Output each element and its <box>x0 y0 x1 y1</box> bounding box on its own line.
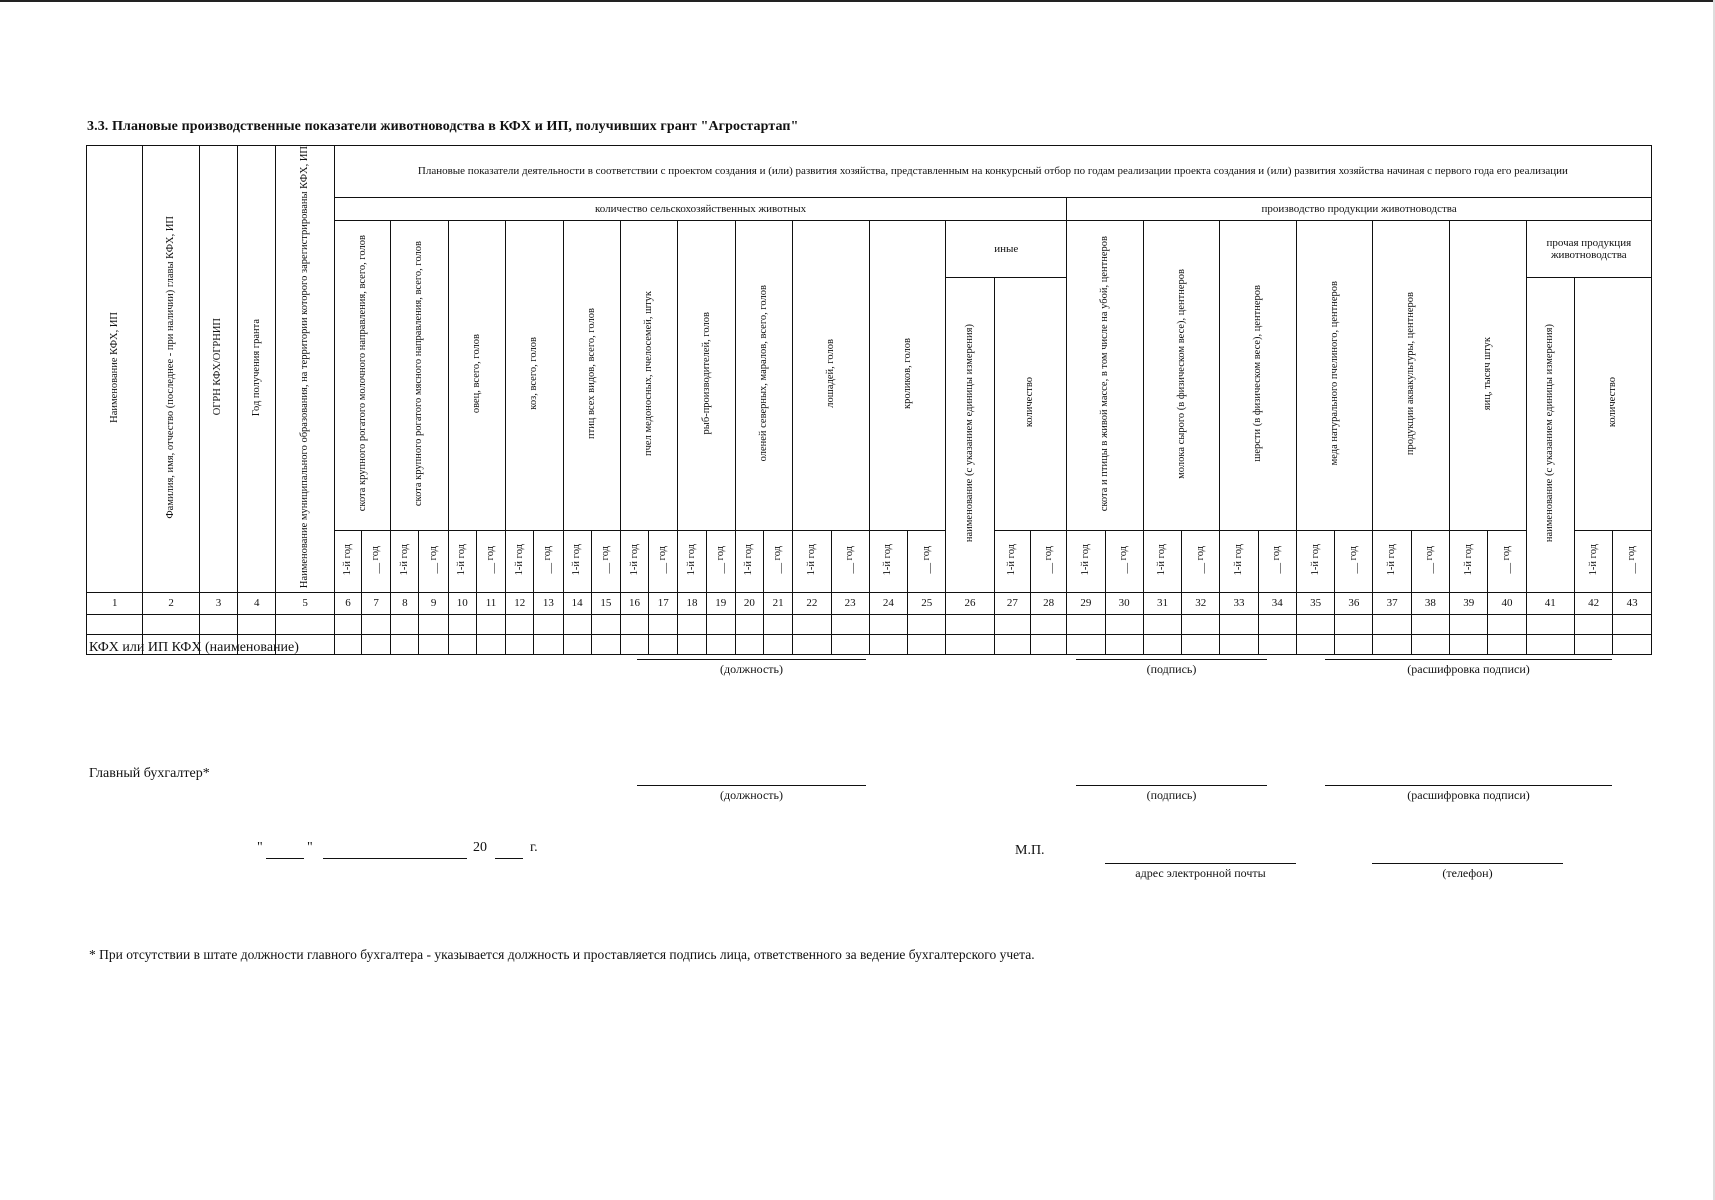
table-cell[interactable] <box>793 614 831 634</box>
phone-caption: (телефон) <box>1442 866 1493 880</box>
column-number: 18 <box>678 592 706 614</box>
kfh-position-line[interactable] <box>637 659 866 660</box>
header-other-animals-qty: количество <box>994 278 1067 530</box>
column-number: 2 <box>143 592 199 614</box>
page-top-edge <box>0 0 1715 2</box>
column-number: 20 <box>735 592 763 614</box>
year-cell-col11: __ год <box>476 530 505 592</box>
column-number: 35 <box>1296 592 1334 614</box>
table-cell[interactable] <box>1488 634 1526 654</box>
table-cell[interactable] <box>563 614 591 634</box>
column-number: 24 <box>869 592 907 614</box>
table-cell[interactable] <box>391 634 419 654</box>
header-product-eggs: яиц, тысяч штук <box>1450 221 1527 531</box>
year-cell-col15: __ год <box>591 530 620 592</box>
table-cell[interactable] <box>706 614 735 634</box>
accountant-signature-line[interactable] <box>1076 785 1267 786</box>
table-cell[interactable] <box>678 614 706 634</box>
table-cell[interactable] <box>994 614 1030 634</box>
livestock-indicators-table <box>86 145 1652 655</box>
accountant-decode-caption: (расшифровка подписи) <box>1407 788 1530 802</box>
year-cell-col9: __ год <box>419 530 448 592</box>
table-cell[interactable] <box>869 634 907 654</box>
table-cell[interactable] <box>199 614 237 634</box>
header-animals-group: количество сельскохозяйственных животных <box>334 198 1066 221</box>
year-cell-col19: __ год <box>706 530 735 592</box>
table-cell[interactable] <box>1450 634 1488 654</box>
header-other-products-name: наименование (с указанием единицы измерения) <box>1526 278 1574 592</box>
table-cell[interactable] <box>831 614 869 634</box>
table-cell[interactable] <box>678 634 706 654</box>
header-product-milk: молока сырого (в физическом весе), центнеров <box>1143 221 1220 531</box>
table-cell[interactable] <box>476 614 505 634</box>
date-day-line[interactable] <box>266 858 304 859</box>
year-cell-col31: 1-й год <box>1143 530 1181 592</box>
table-cell[interactable] <box>1450 614 1488 634</box>
header-kfh-name: Наименование КФХ, ИП <box>87 146 143 593</box>
section-title: 3.3. Плановые производственные показатели животноводства в КФХ и ИП, получивших грант "Агростартап" <box>87 119 799 134</box>
table-cell[interactable] <box>391 614 419 634</box>
year-cell-col20: 1-й год <box>735 530 763 592</box>
column-number: 9 <box>419 592 448 614</box>
table-cell[interactable] <box>334 634 361 654</box>
year-cell-col7: __ год <box>362 530 391 592</box>
header-head-fio: Фамилия, имя, отчество (последнее - при наличии) главы КФХ, ИП <box>143 146 199 593</box>
year-cell-col35: 1-й год <box>1296 530 1334 592</box>
date-year-suffix: г. <box>530 840 538 855</box>
table-cell[interactable] <box>735 614 763 634</box>
header-municipality: Наименование муниципального образования, на территории которого зарегистрированы КФХ, ИП <box>276 146 334 593</box>
header-animal-beef-cattle: скота крупного рогатого мясного направления, всего, голов <box>391 221 448 531</box>
column-number: 6 <box>334 592 361 614</box>
table-cell[interactable] <box>1373 614 1411 634</box>
accountant-position-line[interactable] <box>637 785 866 786</box>
table-cell[interactable] <box>506 614 534 634</box>
year-cell-col34: __ год <box>1258 530 1296 592</box>
table-cell[interactable] <box>620 634 648 654</box>
table-cell[interactable] <box>448 614 476 634</box>
header-other-animals-name: наименование (с указанием единицы измерения) <box>946 278 994 592</box>
year-cell-col39: 1-й год <box>1450 530 1488 592</box>
year-cell-col28: __ год <box>1030 530 1066 592</box>
footnote: * При отсутствии в штате должности главного бухгалтера - указывается должность и проставляется подпись лица, ответственного за ведение бухгалтерского учета. <box>89 947 1035 962</box>
kfh-decode-line[interactable] <box>1325 659 1612 660</box>
column-number: 12 <box>506 592 534 614</box>
table-cell[interactable] <box>238 614 276 634</box>
year-cell-col32: __ год <box>1182 530 1220 592</box>
year-cell-col8: 1-й год <box>391 530 419 592</box>
table-cell[interactable] <box>1411 614 1449 634</box>
column-number: 27 <box>994 592 1030 614</box>
column-number: 36 <box>1335 592 1373 614</box>
table-cell[interactable] <box>1613 634 1652 654</box>
table-cell[interactable] <box>1182 634 1220 654</box>
table-cell[interactable] <box>946 614 994 634</box>
table-cell[interactable] <box>276 614 334 634</box>
table-row <box>87 634 1652 654</box>
header-product-honey: меда натурального пчелиного, центнеров <box>1296 221 1373 531</box>
table-cell[interactable] <box>1067 614 1105 634</box>
table-cell[interactable] <box>1411 634 1449 654</box>
column-number: 21 <box>764 592 793 614</box>
kfh-decode-caption: (расшифровка подписи) <box>1407 662 1530 676</box>
header-product-wool: шерсти (в физическом весе), центнеров <box>1220 221 1297 531</box>
column-number: 42 <box>1574 592 1612 614</box>
column-number: 13 <box>534 592 563 614</box>
column-number: 3 <box>199 592 237 614</box>
table-cell[interactable] <box>1105 634 1143 654</box>
column-number: 10 <box>448 592 476 614</box>
column-number: 31 <box>1143 592 1181 614</box>
column-number: 15 <box>591 592 620 614</box>
table-cell[interactable] <box>1335 614 1373 634</box>
header-product-aquaculture: продукции аквакультуры, центнеров <box>1373 221 1450 531</box>
column-number-row <box>87 592 1652 614</box>
column-number: 40 <box>1488 592 1526 614</box>
table-cell[interactable] <box>1220 634 1258 654</box>
column-number: 8 <box>391 592 419 614</box>
table-cell[interactable] <box>793 634 831 654</box>
date-century: 20 <box>473 840 487 855</box>
header-products-group: производство продукции животноводства <box>1067 198 1652 221</box>
header-product-livestock-weight: скота и птицы в живой массе, в том числе на убой, центнеров <box>1067 221 1144 531</box>
year-cell-col23: __ год <box>831 530 869 592</box>
year-cell-col13: __ год <box>534 530 563 592</box>
kfh-signature-caption: (подпись) <box>1146 662 1197 676</box>
year-cell-col22: 1-й год <box>793 530 831 592</box>
column-number: 23 <box>831 592 869 614</box>
header-ogrn: ОГРН КФХ/ОГРНИП <box>199 146 237 593</box>
table-cell[interactable] <box>1030 634 1066 654</box>
table-cell[interactable] <box>1220 614 1258 634</box>
column-number: 17 <box>649 592 678 614</box>
table-cell[interactable] <box>1488 614 1526 634</box>
date-month-line[interactable] <box>323 858 467 859</box>
table-cell[interactable] <box>362 614 391 634</box>
year-cell-col36: __ год <box>1335 530 1373 592</box>
table-cell[interactable] <box>764 614 793 634</box>
year-cell-col12: 1-й год <box>506 530 534 592</box>
year-cell-col42: 1-й год <box>1574 530 1612 592</box>
table-cell[interactable] <box>448 634 476 654</box>
date-close-quote: " <box>307 840 313 855</box>
column-number: 30 <box>1105 592 1143 614</box>
table-cell[interactable] <box>706 634 735 654</box>
table-cell[interactable] <box>620 614 648 634</box>
year-cell-col27: 1-й год <box>994 530 1030 592</box>
header-grant-year: Год получения гранта <box>238 146 276 593</box>
table-cell[interactable] <box>1526 634 1574 654</box>
table-cell[interactable] <box>1143 614 1181 634</box>
kfh-position-caption: (должность) <box>720 662 783 676</box>
table-cell[interactable] <box>591 614 620 634</box>
table-cell[interactable] <box>362 634 391 654</box>
column-number: 16 <box>620 592 648 614</box>
column-number: 25 <box>908 592 946 614</box>
column-number: 32 <box>1182 592 1220 614</box>
header-animal-rabbits: кроликов, голов <box>869 221 946 531</box>
date-year-line[interactable] <box>495 858 523 859</box>
column-number: 14 <box>563 592 591 614</box>
year-cell-col6: 1-й год <box>334 530 361 592</box>
table-cell[interactable] <box>87 614 143 634</box>
table-cell[interactable] <box>1030 614 1066 634</box>
stamp-label: М.П. <box>1015 843 1045 858</box>
table-cell[interactable] <box>946 634 994 654</box>
column-number: 38 <box>1411 592 1449 614</box>
table-cell[interactable] <box>735 634 763 654</box>
table-cell[interactable] <box>869 614 907 634</box>
column-number: 5 <box>276 592 334 614</box>
column-number: 22 <box>793 592 831 614</box>
column-number: 39 <box>1450 592 1488 614</box>
header-animal-dairy-cattle: скота крупного рогатого молочного направления, всего, голов <box>334 221 390 531</box>
table-cell[interactable] <box>1574 614 1612 634</box>
table-cell[interactable] <box>1373 634 1411 654</box>
accountant-decode-line[interactable] <box>1325 785 1612 786</box>
column-number: 28 <box>1030 592 1066 614</box>
header-other-products: прочая продукция животноводства <box>1526 221 1651 278</box>
table-cell[interactable] <box>591 634 620 654</box>
column-number: 41 <box>1526 592 1574 614</box>
table-cell[interactable] <box>534 614 563 634</box>
column-number: 37 <box>1373 592 1411 614</box>
accountant-signature-caption: (подпись) <box>1146 788 1197 802</box>
year-cell-col30: __ год <box>1105 530 1143 592</box>
year-cell-col37: 1-й год <box>1373 530 1411 592</box>
table-cell[interactable] <box>563 634 591 654</box>
header-animal-horses: лошадей, голов <box>793 221 870 531</box>
table-cell[interactable] <box>1182 614 1220 634</box>
date-open-quote: " <box>257 840 263 855</box>
header-animal-bees: пчел медоносных, пчелосемей, штук <box>620 221 677 531</box>
email-caption: адрес электронной почты <box>1135 866 1266 880</box>
year-cell-col29: 1-й год <box>1067 530 1105 592</box>
email-line[interactable] <box>1105 863 1296 864</box>
table-cell[interactable] <box>1143 634 1181 654</box>
column-number: 34 <box>1258 592 1296 614</box>
table-cell[interactable] <box>1335 634 1373 654</box>
header-animal-deer: оленей северных, маралов, всего, голов <box>735 221 792 531</box>
header-animal-sheep: овец, всего, голов <box>448 221 505 531</box>
year-cell-col14: 1-й год <box>563 530 591 592</box>
table-cell[interactable] <box>419 614 448 634</box>
column-number: 4 <box>238 592 276 614</box>
year-cell-col40: __ год <box>1488 530 1526 592</box>
table-cell[interactable] <box>143 614 199 634</box>
table-cell[interactable] <box>334 614 361 634</box>
year-cell-col21: __ год <box>764 530 793 592</box>
table-cell[interactable] <box>649 614 678 634</box>
year-cell-col16: 1-й год <box>620 530 648 592</box>
column-number: 1 <box>87 592 143 614</box>
header-other-animals: иные <box>946 221 1067 278</box>
table-cell[interactable] <box>1067 634 1105 654</box>
header-animal-goats: коз, всего, голов <box>506 221 563 531</box>
header-animal-fish: рыб-производителей, голов <box>678 221 735 531</box>
table-cell[interactable] <box>534 634 563 654</box>
accountant-position-caption: (должность) <box>720 788 783 802</box>
year-cell-col24: 1-й год <box>869 530 907 592</box>
year-cell-col17: __ год <box>649 530 678 592</box>
column-number: 43 <box>1613 592 1652 614</box>
table-cell[interactable] <box>1258 614 1296 634</box>
year-cell-col43: __ год <box>1613 530 1652 592</box>
year-cell-col38: __ год <box>1411 530 1449 592</box>
column-number: 29 <box>1067 592 1105 614</box>
header-other-products-qty: количество <box>1574 278 1651 530</box>
header-planned-indicators: Плановые показатели деятельности в соответствии с проектом создания и (или) развития хозяйства, представленным на конкурсный отбор по годам реализации проекта создания и (или) развития хозяйства начиная с первого года его реализации <box>334 146 1651 198</box>
table-cell[interactable] <box>476 634 505 654</box>
year-cell-col18: 1-й год <box>678 530 706 592</box>
table-cell[interactable] <box>994 634 1030 654</box>
table-cell[interactable] <box>1296 614 1334 634</box>
table-cell[interactable] <box>1574 634 1612 654</box>
column-number: 7 <box>362 592 391 614</box>
kfh-label: КФХ или ИП КФХ (наименование) <box>89 640 299 655</box>
table-cell[interactable] <box>1258 634 1296 654</box>
year-cell-col10: 1-й год <box>448 530 476 592</box>
phone-line[interactable] <box>1372 863 1563 864</box>
table-cell[interactable] <box>649 634 678 654</box>
table-cell[interactable] <box>1296 634 1334 654</box>
table-cell[interactable] <box>831 634 869 654</box>
column-number: 11 <box>476 592 505 614</box>
header-animal-poultry: птиц всех видов, всего, голов <box>563 221 620 531</box>
table-row <box>87 614 1652 634</box>
column-number: 33 <box>1220 592 1258 614</box>
year-cell-col33: 1-й год <box>1220 530 1258 592</box>
accountant-label: Главный бухгалтер* <box>89 766 210 781</box>
table-cell[interactable] <box>419 634 448 654</box>
table-cell[interactable] <box>764 634 793 654</box>
column-number: 26 <box>946 592 994 614</box>
column-number: 19 <box>706 592 735 614</box>
table-cell[interactable] <box>908 634 946 654</box>
table-cell[interactable] <box>908 614 946 634</box>
table-cell[interactable] <box>506 634 534 654</box>
table-cell[interactable] <box>1613 614 1652 634</box>
table-cell[interactable] <box>1526 614 1574 634</box>
table-cell[interactable] <box>1105 614 1143 634</box>
kfh-signature-line[interactable] <box>1076 659 1267 660</box>
year-cell-col25: __ год <box>908 530 946 592</box>
